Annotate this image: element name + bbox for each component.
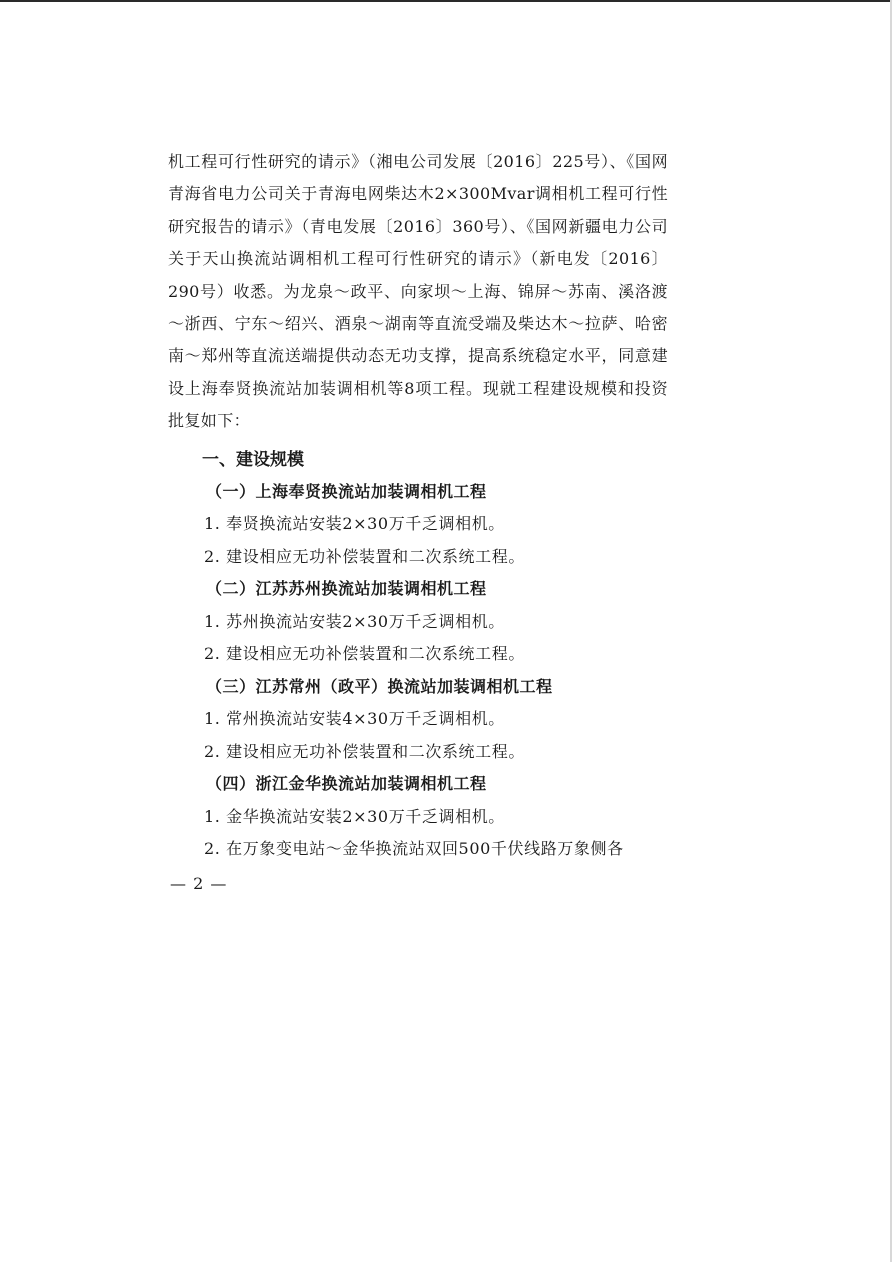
page-top-border [0, 0, 892, 2]
project-title: （二）江苏苏州换流站加装调相机工程 [206, 579, 487, 599]
project-item: 1. 金华换流站安装2×30万千乏调相机。 [204, 806, 505, 826]
project-title: （四）浙江金华换流站加装调相机工程 [206, 774, 487, 794]
project-item: 2. 建设相应无功补偿装置和二次系统工程。 [204, 546, 525, 566]
project-item: 2. 建设相应无功补偿装置和二次系统工程。 [204, 741, 525, 761]
project-title: （三）江苏常州（政平）换流站加装调相机工程 [206, 676, 553, 696]
section-heading-construction-scale: 一、建设规模 [202, 449, 304, 470]
intro-paragraph: 机工程可行性研究的请示》（湘电公司发展〔2016〕225号）、《国网青海省电力公司关于青海电网柴达木2×300Mvar调相机工程可行性研究报告的请示》（青电发展〔2016〕360号）、《国网新疆电力公司关于天山换流站调相机工程可行性研究的请示》（新电发〔2016〕290号）收悉。为龙泉～政平、向家坝～上海、锦屏～苏南、溪洛渡～浙西、宁东～绍兴、酒泉～湖南等直流受端及柴达木～拉萨、哈密南～郑州等直流送端提供动态无功支撑，提高系统稳定水平，同意建设上海奉贤换流站加装调相机等8项工程。现就工程建设规模和投资批复如下： [168, 152, 668, 431]
project-item: 1. 常州换流站安装4×30万千乏调相机。 [204, 709, 505, 729]
document-body [168, 146, 668, 866]
project-item: 1. 苏州换流站安装2×30万千乏调相机。 [204, 611, 505, 631]
project-title: （一）上海奉贤换流站加装调相机工程 [206, 481, 487, 501]
project-block-fengxian [168, 476, 668, 574]
project-item: 2. 在万象变电站～金华换流站双回500千伏线路万象侧各 [204, 839, 624, 859]
project-block-jinhua [168, 768, 668, 866]
project-item: 2. 建设相应无功补偿装置和二次系统工程。 [204, 644, 525, 664]
project-block-changzhou [168, 671, 668, 769]
project-block-suzhou [168, 573, 668, 671]
project-item: 1. 奉贤换流站安装2×30万千乏调相机。 [204, 514, 505, 534]
page-number: — 2 — [170, 874, 228, 893]
